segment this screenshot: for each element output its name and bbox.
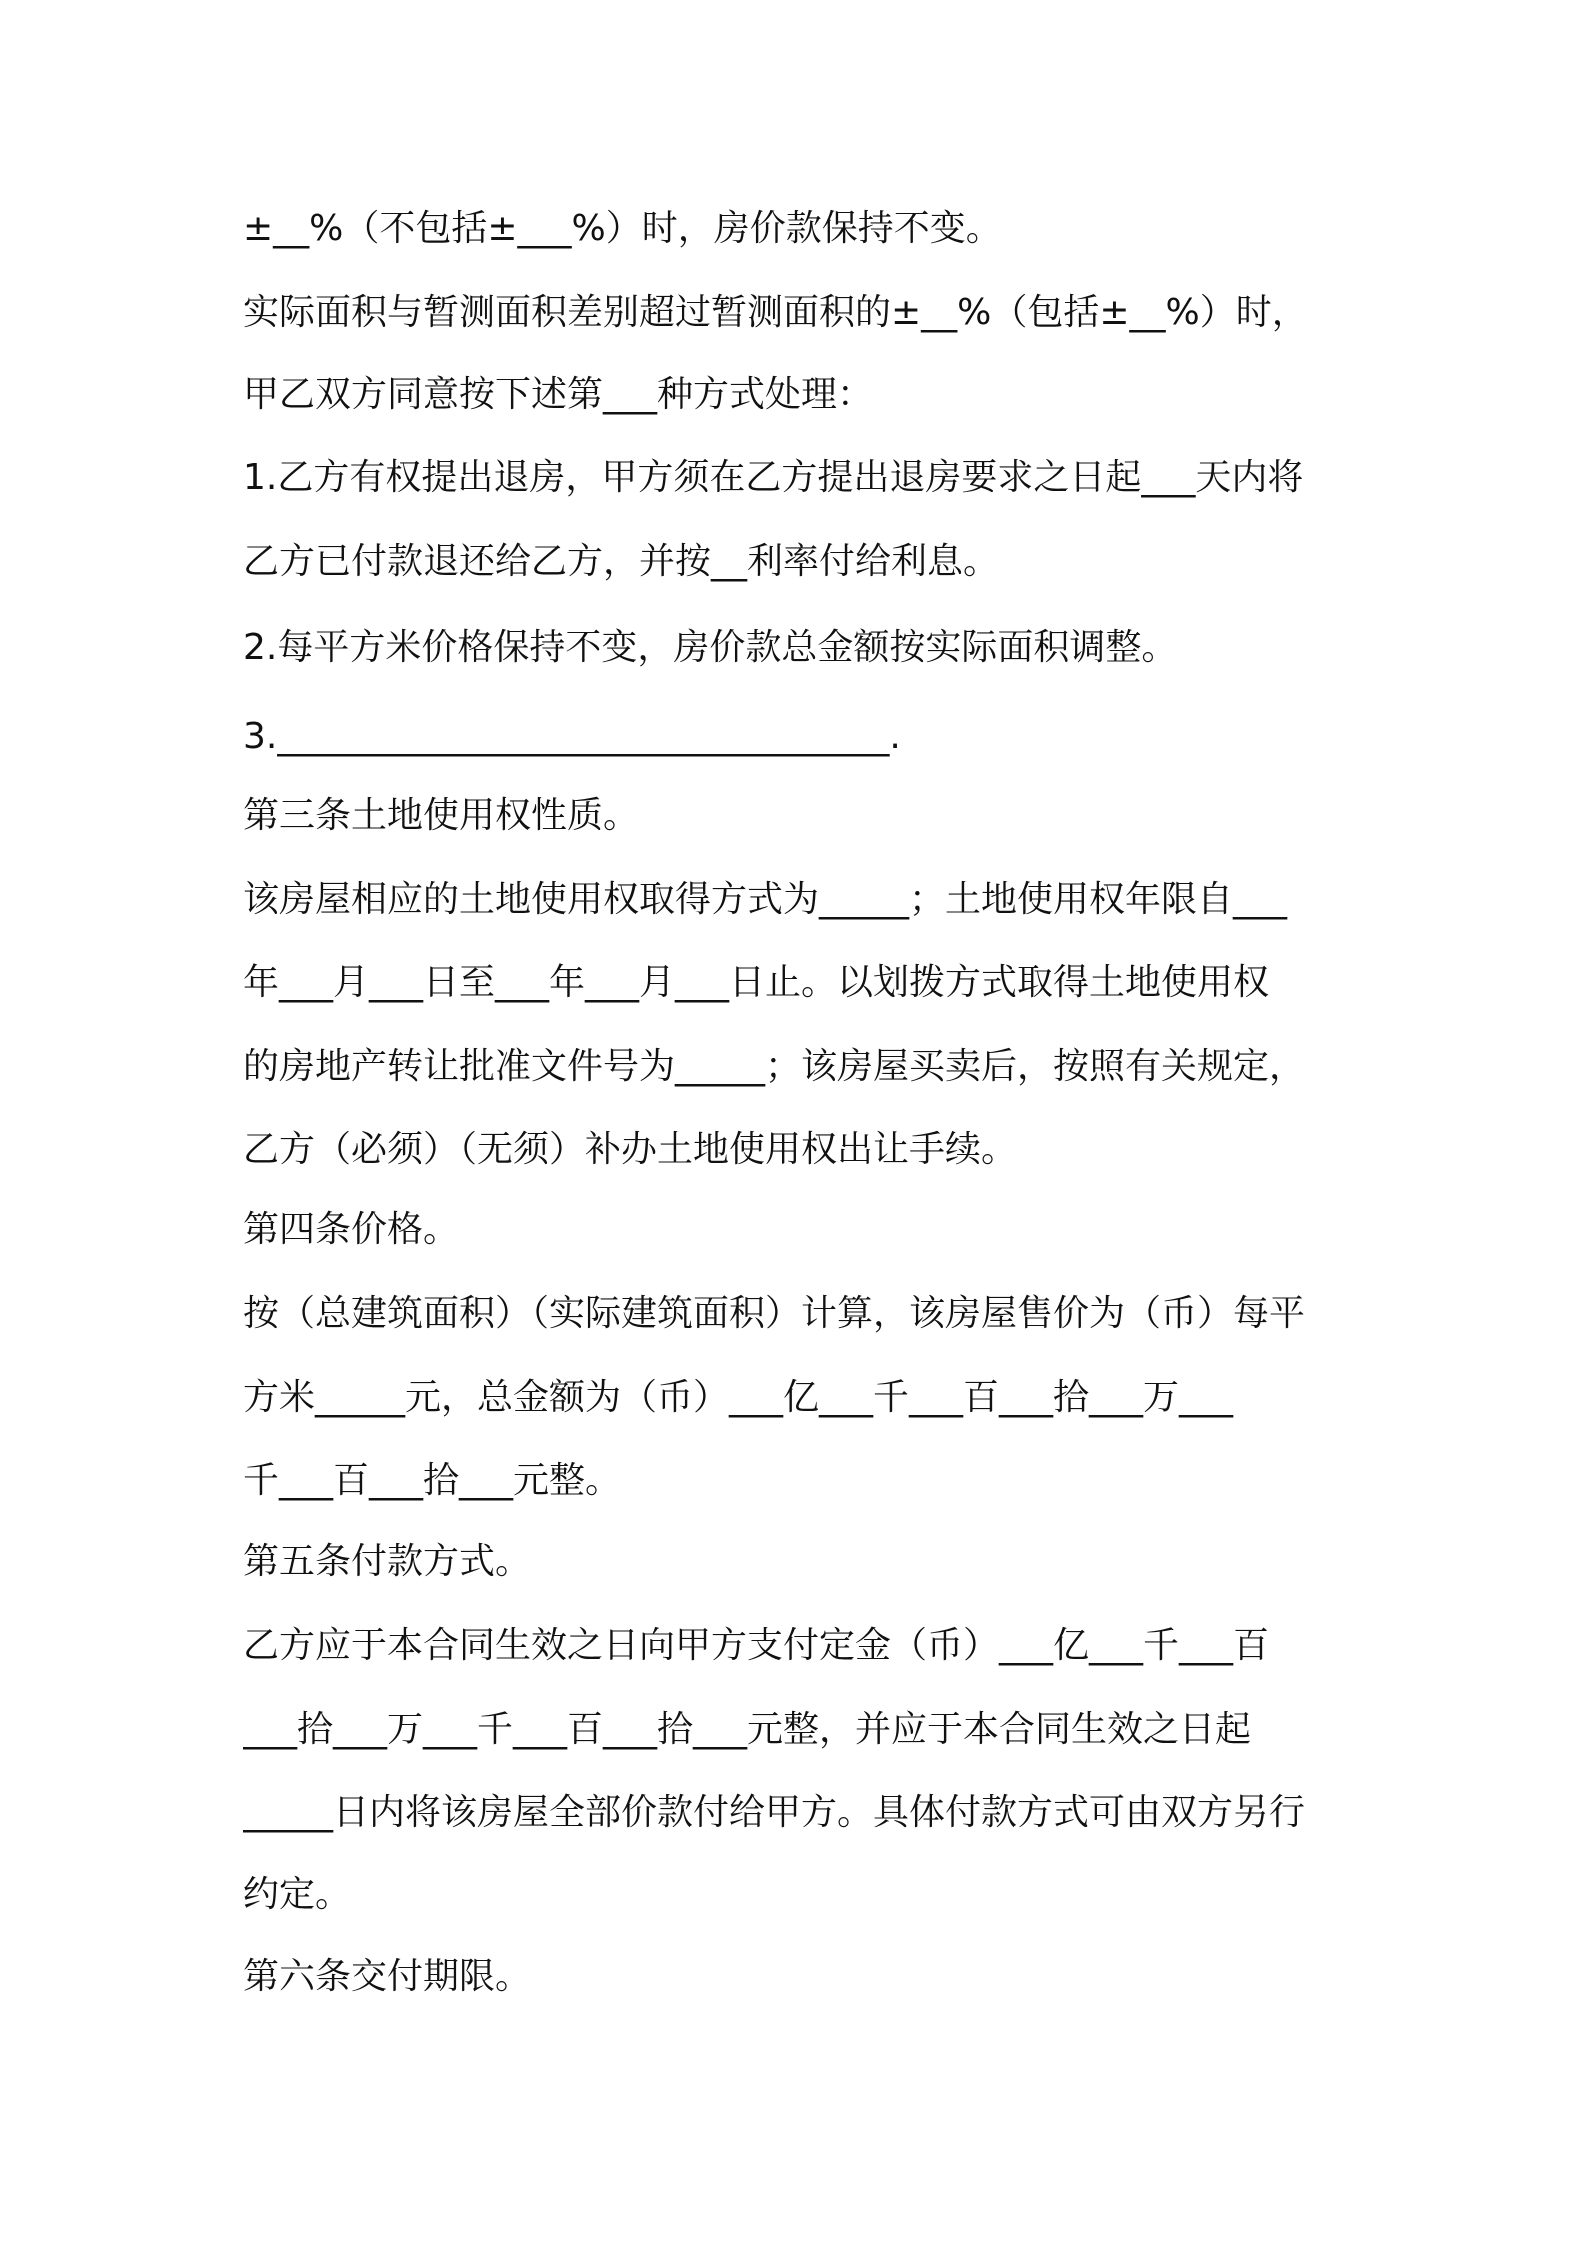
- text-line: ___拾___万___千___百___拾___元整，并应于本合同生效之日起: [243, 1709, 1252, 1750]
- text-line: 1.乙方有权提出退房，甲方须在乙方提出退房要求之日起___天内将: [243, 457, 1304, 498]
- text-line: 乙方应于本合同生效之日向甲方支付定金（币）___亿___千___百: [243, 1625, 1270, 1666]
- text-line: 该房屋相应的土地使用权取得方式为_____；土地使用权年限自___: [243, 879, 1288, 920]
- text-line: 乙方已付款退还给乙方，并按__利率付给利息。: [243, 541, 1000, 582]
- text-line: _____日内将该房屋全部价款付给甲方。具体付款方式可由双方另行: [243, 1792, 1306, 1833]
- section-heading: 第三条土地使用权性质。: [243, 795, 640, 836]
- text-line: 的房地产转让批准文件号为_____；该房屋买卖后，按照有关规定，: [243, 1046, 1306, 1087]
- section-heading: 第五条付款方式。: [243, 1541, 532, 1582]
- text-line: 实际面积与暂测面积差别超过暂测面积的±__%（包括±__%）时，: [243, 292, 1308, 333]
- text-line: 2.每平方米价格保持不变，房价款总金额按实际面积调整。: [243, 627, 1178, 668]
- text-line: ±__%（不包括±___%）时，房价款保持不变。: [243, 208, 1002, 249]
- text-line: 乙方（必须）（无须）补办土地使用权出让手续。: [243, 1129, 1018, 1170]
- text-line: 千___百___拾___元整。: [243, 1460, 622, 1501]
- section-heading: 第四条价格。: [243, 1209, 460, 1250]
- text-line: 按（总建筑面积）（实际建筑面积）计算，该房屋售价为（币）每平: [243, 1293, 1306, 1334]
- text-line: 甲乙双方同意按下述第___种方式处理：: [243, 374, 874, 415]
- text-line: 3.__________________________________.: [243, 716, 901, 757]
- section-heading: 第六条交付期限。: [243, 1956, 532, 1997]
- text-line: 方米_____元，总金额为（币）___亿___千___百___拾___万___: [243, 1377, 1234, 1418]
- text-line: 年___月___日至___年___月___日止。以划拨方式取得土地使用权: [243, 962, 1270, 1003]
- text-line: 约定。: [243, 1874, 352, 1915]
